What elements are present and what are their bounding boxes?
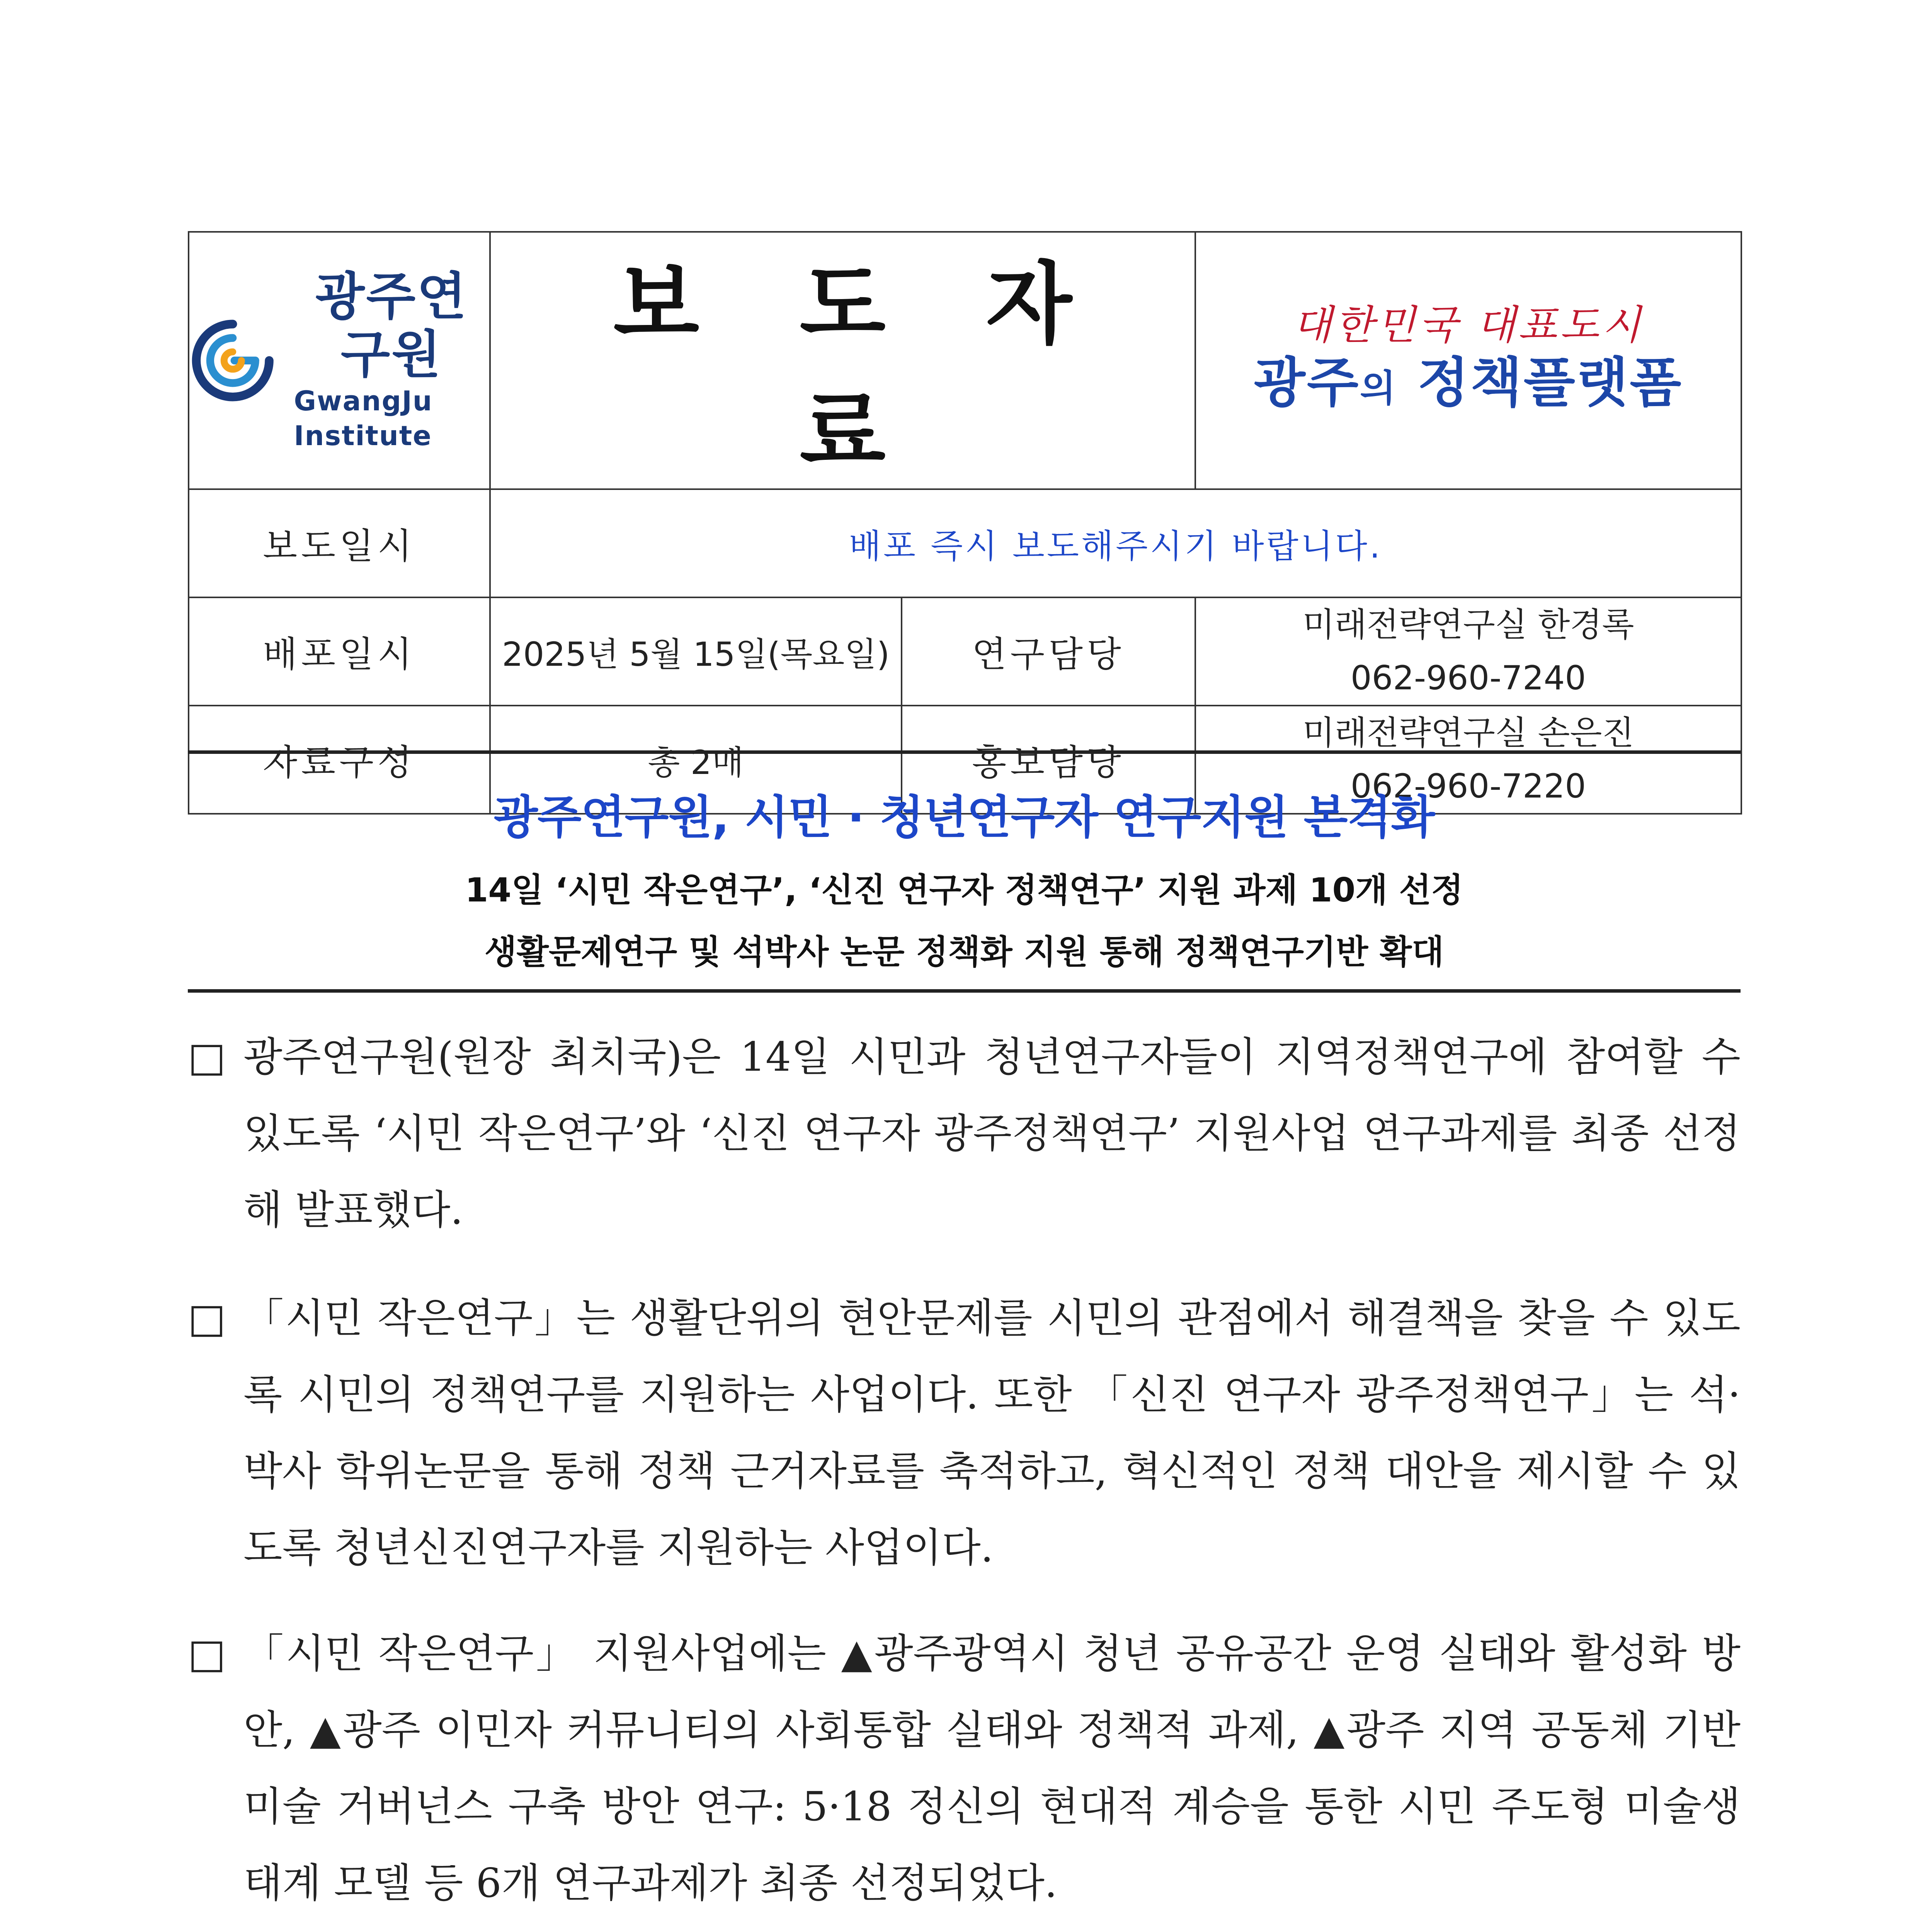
headline-main: 광주연구원, 시민 · 청년연구자 연구지원 본격화: [493, 791, 1435, 844]
logo-name-korean: 광주연구원: [315, 267, 468, 384]
logo-name-english: GwangJu Institute: [294, 385, 433, 452]
paragraph-3: [188, 1615, 1741, 1921]
release-time-value: 배포 즉시 보도해주시기 바랍니다.: [490, 489, 1741, 597]
gwangju-institute-logo-icon: [189, 297, 276, 424]
slogan-platform: 정책플랫폼: [1397, 352, 1683, 414]
headline-sub-2: 생활문제연구 및 석박사 논문 정책화 지원 통해 정책연구기반 확대: [484, 933, 1444, 971]
press-release-header-table: [188, 231, 1742, 815]
slogan-particle: 의: [1360, 367, 1397, 410]
slogan-line-1: 대한민국 대표도시: [1293, 301, 1644, 349]
pr-contact-label: 홍보담당: [902, 706, 1195, 814]
composition-value: 총 2매: [490, 706, 902, 814]
paragraph-1: [188, 1019, 1741, 1248]
slogan-city: 광주: [1254, 352, 1360, 414]
logo-cell: [189, 232, 490, 489]
research-contact-label: 연구담당: [902, 597, 1195, 706]
pr-contact-phone: 062-960-7220: [1350, 767, 1586, 806]
bullet-box-icon: □: [188, 1294, 226, 1342]
slogan-line-2: [1196, 350, 1741, 421]
paragraph-2: [188, 1280, 1741, 1586]
research-contact-value: [1195, 597, 1741, 706]
slogan-cell: [1195, 232, 1741, 489]
release-time-label: 보도일시: [189, 489, 490, 597]
research-contact-name: 미래전략연구실 한경록: [1302, 605, 1634, 644]
headline-top-rule: [188, 750, 1741, 754]
headline-sub-1: 14일 ‘시민 작은연구’, ‘신진 연구자 정책연구’ 지원 과제 10개 선정: [465, 871, 1463, 910]
paragraph-2-text: 「시민 작은연구」는 생활단위의 현안문제를 시민의 관점에서 해결책을 찾을 수 있도록 시민의 정책연구를 지원하는 사업이다. 또한 「신진 연구자 광주정책연구」는 석·박사 학위논문을 통해 정책 근거자료를 축적하고, 혁신적인 정책 대안을 제시할 수 있도록 청년신진연구자를 지원하는 사업이다.: [243, 1294, 1741, 1571]
composition-label: 자료구성: [189, 706, 490, 814]
distribution-date-label: 배포일시: [189, 597, 490, 706]
bullet-box-icon: □: [188, 1033, 226, 1080]
headline-bottom-rule: [188, 989, 1741, 993]
paragraph-3-text: 「시민 작은연구」 지원사업에는 ▲광주광역시 청년 공유공간 운영 실태와 활성화 방안, ▲광주 이민자 커뮤니티의 사회통합 실태와 정책적 과제, ▲광주 지역 공동체 기반 미술 거버넌스 구축 방안 연구: 5·18 정신의 현대적 계승을 통한 시민 주도형 미술생태계 모델 등 6개 연구과제가 최종 선정되었다.: [243, 1630, 1741, 1906]
pr-contact-name: 미래전략연구실 손은진: [1302, 714, 1634, 752]
bullet-box-icon: □: [188, 1630, 226, 1677]
distribution-date-value: 2025년 5월 15일(목요일): [490, 597, 902, 706]
paragraph-1-text: 광주연구원(원장 최치국)은 14일 시민과 청년연구자들이 지역정책연구에 참여할 수 있도록 ‘시민 작은연구’와 ‘신진 연구자 광주정책연구’ 지원사업 연구과제를 최종 선정해 발표했다.: [243, 1033, 1741, 1233]
document-title: 보 도 자 료: [490, 232, 1195, 489]
research-contact-phone: 062-960-7240: [1350, 659, 1586, 697]
